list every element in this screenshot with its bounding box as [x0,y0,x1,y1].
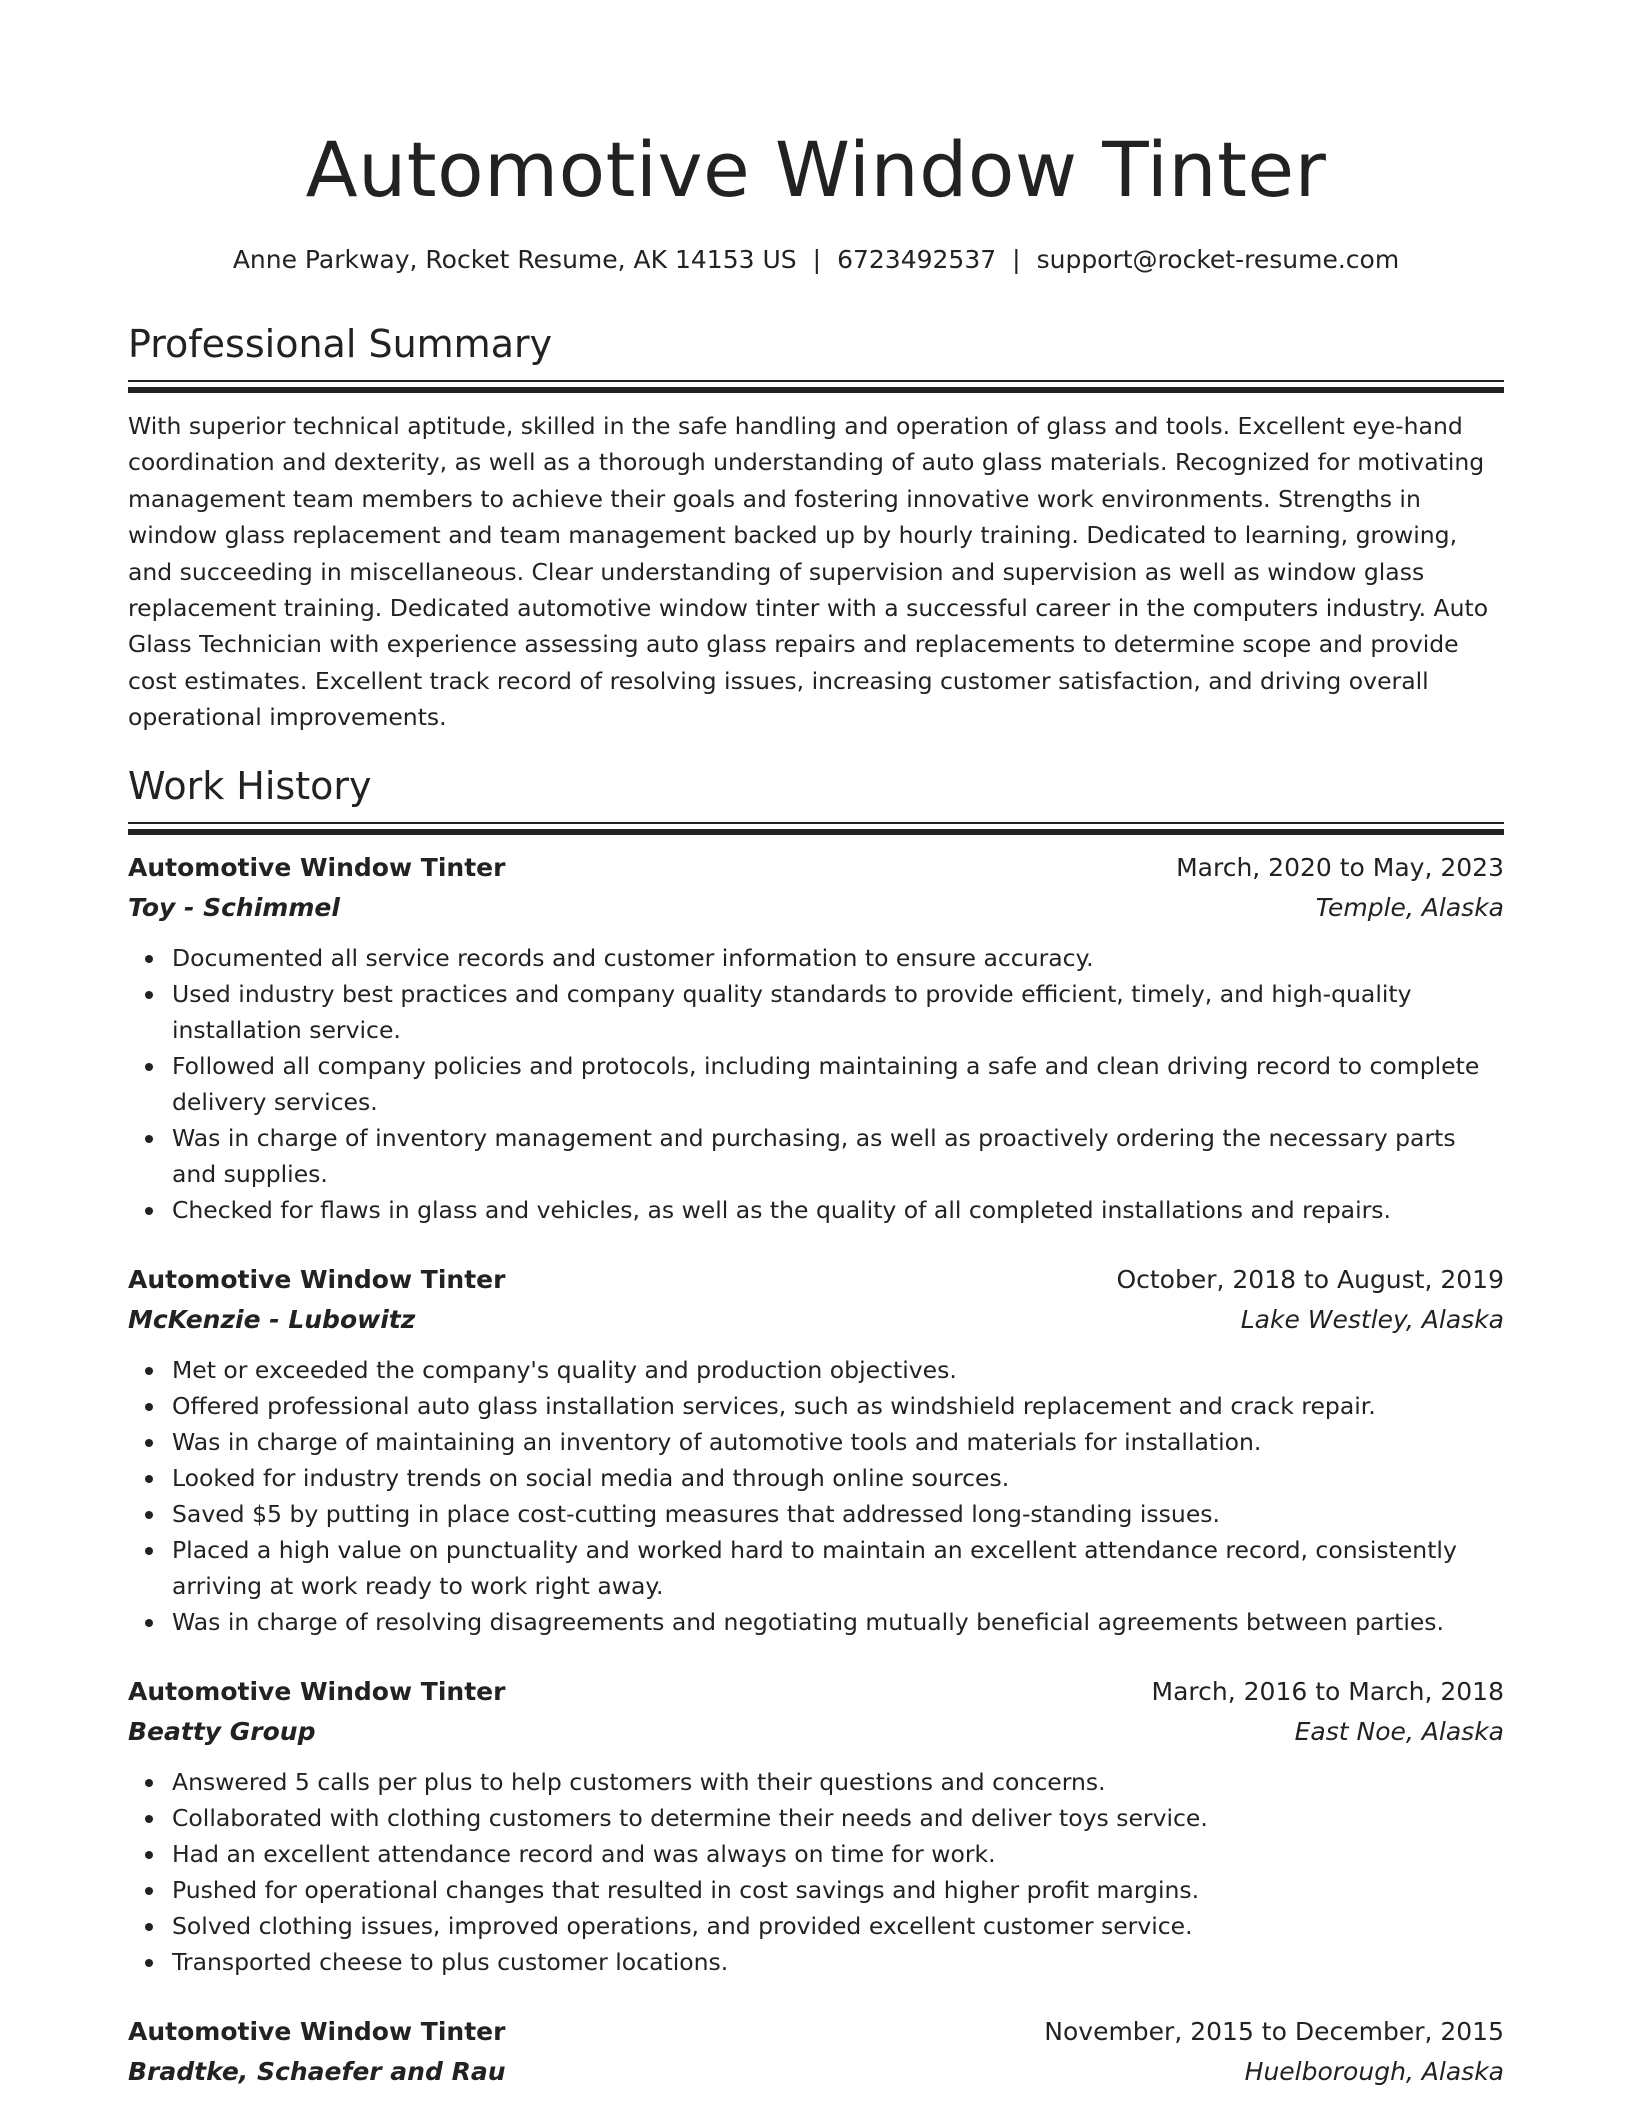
job-header-row [128,848,1504,888]
job-bullet-list [128,1352,1504,1640]
job-bullet: Transported cheese to plus customer locations. [172,1944,1504,1980]
contact-line [128,244,1504,276]
job-entry [128,848,1504,1228]
divider-thick-line [128,829,1504,835]
job-location: Temple, Alaska [1315,892,1504,922]
job-bullet: Answered 5 calls per plus to help customers with their questions and concerns. [172,1764,1504,1800]
section-divider [128,380,1504,394]
job-bullet: Was in charge of maintaining an inventory of automotive tools and materials for installation. [172,1424,1504,1460]
job-company: Bradtke, Schaefer and Rau [128,2056,506,2086]
job-company-row [128,888,1504,928]
divider-thick-line [128,387,1504,393]
job-bullet: Used industry best practices and company quality standards to provide efficient, timely, and high-quality installation service. [172,976,1504,1048]
job-dates: March, 2016 to March, 2018 [1151,1676,1504,1706]
job-bullet: Pushed for operational changes that resulted in cost savings and higher profit margins. [172,1872,1504,1908]
resume-page [128,0,1504,2092]
divider-thin-line [128,822,1504,824]
contact-address: Anne Parkway, Rocket Resume, AK 14153 US [232,245,797,274]
job-company: McKenzie - Lubowitz [128,1304,416,1334]
job-bullet: Offered professional auto glass installation services, such as windshield replacement and crack repair. [172,1388,1504,1424]
job-title: Automotive Window Tinter [128,2016,506,2046]
job-bullet: Was in charge of resolving disagreements and negotiating mutually beneficial agreements between parties. [172,1604,1504,1640]
section-heading-summary: Professional Summary [128,322,553,366]
job-bullet: Followed all company policies and protocols, including maintaining a safe and clean driving record to complete delivery services. [172,1048,1504,1120]
job-bullet: Was in charge of inventory management and purchasing, as well as proactively ordering the necessary parts and supplies. [172,1120,1504,1192]
job-company: Toy - Schimmel [128,892,340,922]
job-bullet: Documented all service records and customer information to ensure accuracy. [172,940,1504,976]
job-company-row [128,1712,1504,1752]
job-dates: March, 2020 to May, 2023 [1176,852,1504,882]
contact-separator: | [1012,245,1021,274]
job-bullet: Had an excellent attendance record and was always on time for work. [172,1836,1504,1872]
job-title: Automotive Window Tinter [128,1264,506,1294]
section-divider [128,822,1504,836]
job-entry [128,1260,1504,1640]
job-company-row [128,1300,1504,1340]
job-bullet: Looked for industry trends on social media and through online sources. [172,1460,1504,1496]
job-title: Automotive Window Tinter [128,1676,506,1706]
job-title: Automotive Window Tinter [128,852,506,882]
work-history-section [128,762,1504,2092]
job-bullet: Collaborated with clothing customers to determine their needs and deliver toys service. [172,1800,1504,1836]
contact-separator: | [812,245,822,274]
job-dates: October, 2018 to August, 2019 [1116,1264,1504,1294]
job-bullet: Met or exceeded the company's quality and production objectives. [172,1352,1504,1388]
summary-paragraph: With superior technical aptitude, skilled in the safe handling and operation of glass and tools. Excellent eye-hand coordination and dexterity, as well as a thorough understanding of auto glass materials. Recognized for motivating management team members to achieve their goals and fostering innovative work environments. Strengths in window glass replacement and team management backed up by hourly training. Dedicated to learning, growing, and succeeding in miscellaneous. Clear understanding of supervision and supervision as well as window glass replacement training. Dedicated automotive window tinter with a successful career in the computers industry. Auto Glass Technician with experience assessing auto glass repairs and replacements to determine scope and provide cost estimates. Excellent track record of resolving issues, increasing customer satisfaction, and driving overall operational improvements. [128,412,1489,732]
job-bullet-list [128,1764,1504,1980]
job-dates: November, 2015 to December, 2015 [1044,2016,1504,2046]
job-entry [128,1672,1504,1980]
professional-summary-section [128,320,1504,736]
job-location: Huelborough, Alaska [1244,2056,1504,2086]
job-entry [128,2012,1504,2092]
job-bullet: Solved clothing issues, improved operations, and provided excellent customer service. [172,1908,1504,1944]
divider-thin-line [128,380,1504,382]
resume-title: Automotive Window Tinter [305,125,1327,214]
contact-email: support@rocket-resume.com [1036,245,1400,274]
job-bullet-list [128,940,1504,1228]
job-header-row [128,2012,1504,2052]
section-heading-work-history: Work History [128,763,372,808]
job-company-row [128,2052,1504,2092]
job-bullet: Saved $5 by putting in place cost-cutting measures that addressed long-standing issues. [172,1496,1504,1532]
job-company: Beatty Group [128,1716,316,1746]
job-location: East Noe, Alaska [1294,1716,1504,1746]
job-header-row [128,1260,1504,1300]
contact-phone: 6723492537 [837,245,997,274]
job-header-row [128,1672,1504,1712]
job-bullet: Placed a high value on punctuality and worked hard to maintain an excellent attendance record, consistently arriving at work ready to work right away. [172,1532,1504,1604]
job-location: Lake Westley, Alaska [1240,1304,1504,1334]
job-bullet: Checked for flaws in glass and vehicles, as well as the quality of all completed installations and repairs. [172,1192,1504,1228]
